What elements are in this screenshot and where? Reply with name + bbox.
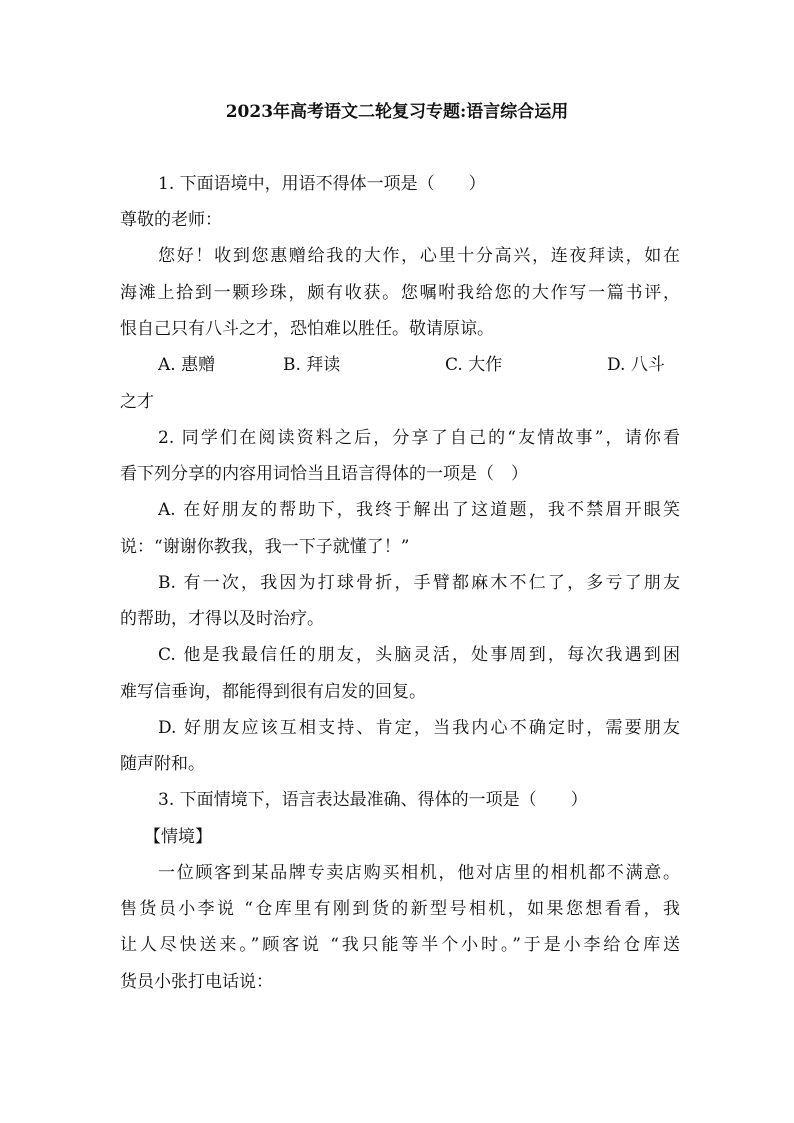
q3-context-line: 让人尽快送来。”顾客说 “我只能等半个小时。”于是小李给仓库送: [120, 935, 680, 955]
q2-option-d: D. 好朋友应该互相支持、肯定，当我内心不确定时，需要朋友: [158, 718, 680, 738]
q1-option-d-continued: 之才: [120, 392, 154, 412]
q2-option-b: B. 有一次，我因为打球骨折，手臂都麻木不仁了，多亏了朋友: [158, 573, 680, 593]
q2-option-c-continued: 难写信垂询，都能得到很有启发的回复。: [120, 682, 426, 702]
q2-option-a: A. 在好朋友的帮助下，我终于解出了这道题，我不禁眉开眼笑: [158, 500, 680, 520]
q2-option-a-continued: 说：“谢谢你教我，我一下子就懂了！”: [120, 537, 410, 557]
q2-option-c: C. 他是我最信任的朋友，头脑灵活，处事周到，每次我遇到困: [158, 645, 680, 665]
q2-stem: 2. 同学们在阅读资料之后，分享了自己的“友情故事”，请你看: [158, 428, 680, 448]
q1-option-d: D. 八斗: [607, 355, 665, 375]
q3-context-line: 货员小张打电话说：: [120, 972, 273, 992]
q2-option-d-continued: 随声附和。: [120, 754, 205, 774]
q1-salutation: 尊敬的老师：: [120, 210, 222, 230]
q1-option-a: A. 惠赠: [158, 355, 216, 375]
q3-context-line: 售货员小李说 “仓库里有刚到货的新型号相机，如果您想看看，我: [120, 899, 680, 919]
q3-stem: 3. 下面情境下，语言表达最准确、得体的一项是（ ）: [158, 790, 588, 810]
q1-option-b: B. 拜读: [283, 355, 341, 375]
q3-context-heading: 【情境】: [144, 827, 212, 847]
q1-paragraph-line: 您好！收到您惠赠给我的大作，心里十分高兴，连夜拜读，如在: [158, 246, 680, 266]
q2-stem-continued: 看下列分享的内容用词恰当且语言得体的一项是（ ）: [120, 464, 528, 484]
document-title: 2023年高考语文二轮复习专题:语言综合运用: [225, 102, 569, 122]
q1-option-c: C. 大作: [445, 355, 503, 375]
q1-paragraph-line: 海滩上拾到一颗珍珠，颇有收获。您嘱咐我给您的大作写一篇书评，: [120, 283, 680, 303]
q3-context-line: 一位顾客到某品牌专卖店购买相机，他对店里的相机都不满意。: [158, 863, 680, 883]
q1-paragraph-line: 恨自己只有八斗之才，恐怕难以胜任。敬请原谅。: [120, 319, 494, 339]
q2-option-b-continued: 的帮助，才得以及时治疗。: [120, 609, 324, 629]
q1-stem: 1. 下面语境中，用语不得体一项是（ ）: [158, 174, 486, 194]
